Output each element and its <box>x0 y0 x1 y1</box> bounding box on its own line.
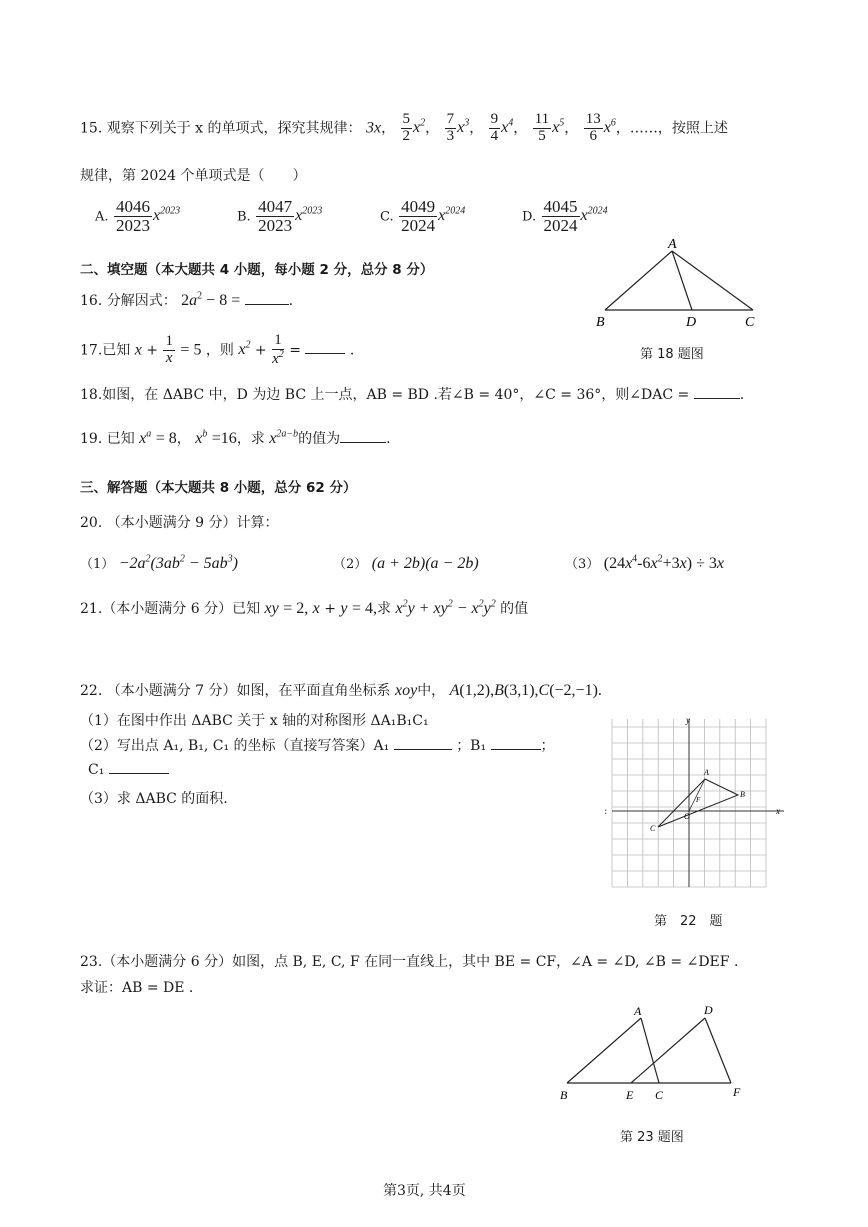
fig22-axis-x: x <box>776 806 780 816</box>
q20-part2: （2） (a + 2b)(a − 2b) <box>333 555 479 572</box>
fig18-label-c: C <box>745 315 755 330</box>
q21: 21.（本小题满分 6 分）已知 xy = 2, x + y = 4,求 $x^2y + xy^2 - x^2y^2$ 的值 <box>80 598 529 617</box>
fig22-coordinate-grid <box>600 715 790 890</box>
q18-answer-blank[interactable] <box>694 398 740 399</box>
q22-a1-blank[interactable] <box>394 749 452 750</box>
fig22-axis-y: y <box>686 715 690 725</box>
fig23-label-b: B <box>560 1088 568 1102</box>
q22-sub1: （1）在图中作出 ΔABC 关于 x 轴的对称图形 ΔA₁B₁C₁ <box>80 713 429 729</box>
q15-prefix: 15. 观察下列关于 x 的单项式，探究其规律： <box>80 120 362 137</box>
q22-stem: 22. （本小题满分 7 分）如图，在平面直角坐标系 xoy中， A(1,2),B(3,1),C(−2,−1). <box>80 682 602 699</box>
fig22-label-a: A <box>704 768 709 777</box>
q15-line2: 规律，第 2024 个单项式是（ ） <box>80 168 307 184</box>
fig23-label-d: D <box>704 1003 713 1017</box>
fig23-triangles <box>555 1000 755 1110</box>
q22-sub3: （3）求 ΔABC 的面积. <box>80 791 228 807</box>
fig18-caption: 第 18 题图 <box>640 347 704 362</box>
q15-term-6: $\frac{13}{6}$ <box>585 111 601 144</box>
q15-option-c[interactable]: C. $\frac{4049}{2024}$ $x^{2024}$ <box>380 197 466 235</box>
q15-term-3: $\frac{7}{3}$ <box>446 111 455 144</box>
fig23-caption: 第 23 题图 <box>620 1130 684 1145</box>
fig18-triangle <box>590 236 770 331</box>
fig22-label-b: B <box>740 790 745 799</box>
fig18-label-b: B <box>596 315 605 330</box>
q16-answer-blank[interactable] <box>245 304 289 305</box>
q23-proof: 求证：AB = DE . <box>80 980 194 996</box>
q15-option-b[interactable]: B. $\frac{4047}{2023}$ $x^{2023}$ <box>237 197 323 235</box>
q15-option-d[interactable]: D. $\frac{4045}{2024}$ $x^{2024}$ <box>522 197 608 235</box>
q15-term-2: $\frac{5}{2}$ <box>402 111 411 144</box>
q16: 16. 分解因式： $2a^2 - 8$ = . <box>80 290 294 309</box>
fig18-label-a: A <box>668 237 677 252</box>
q15-term-5: $\frac{11}{5}$ <box>534 111 550 144</box>
fig22-label-c: C <box>650 824 656 833</box>
q18: 18.如图，在 ΔABC 中，D 为边 BC 上一点，AB = BD .若∠B = 40°，∠C = 36°，则∠DAC = . <box>80 387 745 403</box>
q22-b1-blank[interactable] <box>491 749 541 750</box>
q15-option-a[interactable]: A. $\frac{4046}{2023}$ $x^{2023}$ <box>95 197 181 235</box>
fig23-label-e: E <box>626 1088 634 1102</box>
q15-line1: 15. 观察下列关于 x 的单项式，探究其规律： 3x， $\frac{5}{2}$ $x^2$， $\frac{7}{3}$ $x^3$， $\frac{9}{4}$ $x^4$， $\frac{11}{5}$ $x^5$， $\frac{13}{6}$ $x^6$，……，按照上述 <box>80 111 728 144</box>
fig18-label-d: D <box>686 315 697 330</box>
fig22-caption: 第 22 题 <box>654 914 723 929</box>
q17: 17.已知 x + $\frac{1}{x}$ = 5 ，则 $x^2$ + $\frac{1}{x^2}$ = . <box>80 332 355 367</box>
q20-part1: $(1) -2a^2(3ab^2 - 5ab^3)$ <box>80 553 238 572</box>
q22-sub2: （2）写出点 A₁, B₁, C₁ 的坐标（直接写答案）A₁ ；B₁ ； <box>80 738 555 754</box>
q22-c1-blank[interactable] <box>109 773 169 774</box>
section3-heading: 三、解答题（本大题共 8 小题，总分 62 分） <box>80 480 357 496</box>
q23-stem: 23.（本小题满分 6 分）如图，点 B, E, C, F 在同一直线上，其中 BE = CF，∠A = ∠D, ∠B = ∠DEF . <box>80 954 739 970</box>
q19: 19. 已知 $x^a = 8$， $x^b =16$，求 $x^{2a-b}$的值为 . <box>80 428 391 447</box>
q20-stem: 20. （本小题满分 9 分）计算： <box>80 515 279 531</box>
q17-answer-blank[interactable] <box>305 353 345 354</box>
svg-text:F: F <box>696 796 701 804</box>
fig23-label-f: F <box>733 1085 741 1099</box>
svg-text::: : <box>604 806 608 817</box>
q15-tail: ，……，按照上述 <box>615 120 728 137</box>
section2-heading: 二、填空题（本大题共 4 小题，每小题 2 分，总分 8 分） <box>80 262 434 278</box>
page-footer: 第3页, 共4页 <box>383 1183 466 1199</box>
svg-text:O: O <box>684 812 690 821</box>
q15-term-4: $\frac{9}{4}$ <box>490 111 499 144</box>
q19-answer-blank[interactable] <box>340 442 386 443</box>
q15-term-1: 3x <box>365 119 382 137</box>
q22-sub2-c1: C₁ <box>88 762 169 778</box>
fig23-label-a: A <box>634 1004 642 1018</box>
fig23-label-c: C <box>655 1088 664 1102</box>
q20-part3: （3） $(24x^4-6x^2+3x) \div 3x$ <box>565 553 724 572</box>
